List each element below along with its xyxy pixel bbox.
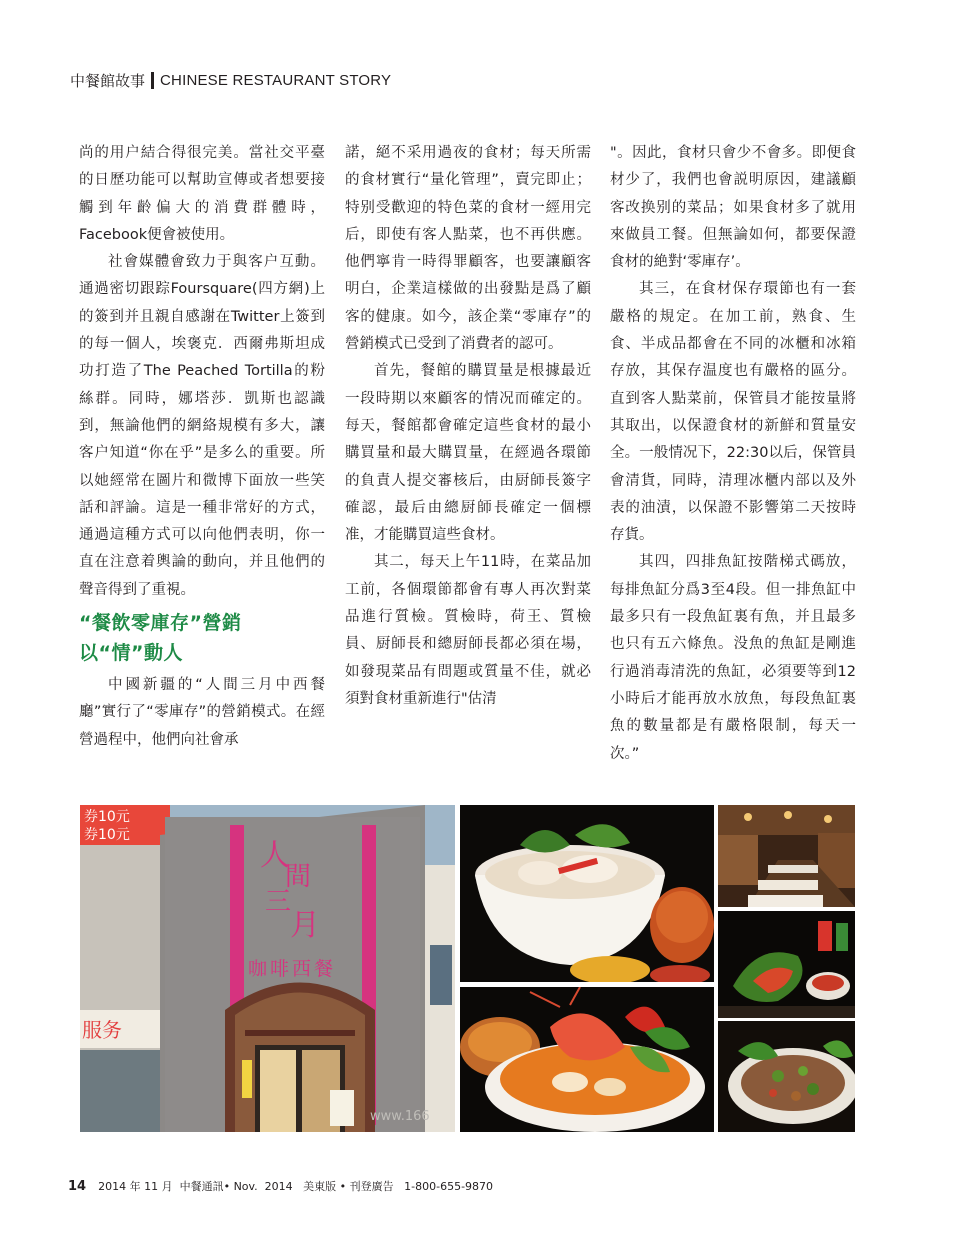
paragraph: 諾，絕不采用過夜的食材；每天所需的食材實行“量化管理”，賣完即止；特别受歡迎的特色菜的食材一經用完后，即使有客人點菜，也不再供應。他們寧肯一時得罪顧客，也要讓顧客明白，企業這樣做的出發點是爲了顧客的健康。如今，該企業“零庫存”的營銷模式已受到了消費者的認可。 — [345, 145, 591, 353]
edition-label: 美東版 • 刊登廣告 — [303, 1180, 394, 1193]
paragraph: 中國新疆的“人間三月中西餐廳”實行了“零庫存”的營銷模式。在經營過程中，他們向社會承 — [79, 677, 325, 748]
section-title-cn: 中餐館故事 — [70, 72, 146, 90]
leaf-wrap-photo — [718, 911, 855, 1018]
page-footer — [68, 1178, 493, 1194]
paragraph: 社會媒體會致力于與客户互動。通過密切跟踪Foursquare(四方網)上的簽到并且親自感謝在Twitter上簽到的每一個人，埃褒克．西爾弗斯坦成功打造了The Peached Tortilla的粉絲群。同時，娜塔莎．凱斯也認識到，無論他們的網絡規模有多大，讓客户知道“你在乎”是多么的重要。所以她經常在圖片和微博下面放一些笑話和評論。這是一種非常好的方式，通過這種方式可以向他們表明，你一直在注意着輿論的動向，并且他們的聲音得到了重視。 — [79, 254, 325, 598]
paragraph: 其二，每天上午11時，在菜品加工前，各個環節都會有專人再次對菜品進行質檢。質檢時，荷王、質檢員、厨師長和總厨師長都必須在場，如發現菜品有問題或質量不佳，就必須對食材重新進行"估清 — [345, 554, 591, 707]
dining-room-photo — [718, 805, 855, 907]
issue-date: 2014 年 11 月 — [98, 1180, 173, 1193]
sign-char: 人 — [260, 838, 290, 873]
page-number: 14 — [68, 1179, 87, 1194]
sign-char: 間 — [285, 862, 312, 892]
section-title-en: CHINESE RESTAURANT STORY — [160, 72, 392, 89]
sign-char: 月 — [290, 908, 320, 943]
shrimp-soup-photo — [460, 987, 714, 1132]
promo-text: 券10元 — [84, 827, 130, 843]
paragraph: "。因此，食材只會少不會多。即便食材少了，我們也會説明原因，建議顧客改换别的菜品；如果食材多了就用來做員工餐。但無論如何，都要保證食材的絶對‘零庫存’。 — [610, 145, 856, 271]
paragraph: 其三，在食材保存環節也有一套嚴格的規定。在加工前，熟食、生食、半成品都會在不同的冰櫃和冰箱存放，其保存温度也有嚴格的區分。直到客人點菜前，保管員才能按量將其取出，以保證食材的新鮮和質量安全。一般情况下，22:30以后，保管員會清貨，同時，清理冰櫃内部以及外表的油漬，以保證不影響第二天按時存貨。 — [610, 281, 856, 544]
paragraph: 其四，四排魚缸按階梯式碼放，每排魚缸分爲3至4段。但一排魚缸中最多只有一段魚缸裏有魚，并且最多也只有五六條魚。没魚的魚缸是剛進行過消毒清洗的魚缸，必須要等到12小時后才能再放水放魚，每段魚缸裏魚的數量都是有嚴格限制，每天一次。” — [610, 554, 856, 762]
storefront-photo — [80, 805, 455, 1132]
article-column-2 — [345, 140, 591, 800]
advertising-phone: 1-800-655-9870 — [404, 1180, 494, 1193]
header-divider — [151, 72, 154, 89]
magazine-name: 中餐通訊• Nov. 2014 — [179, 1180, 293, 1193]
article-column-3 — [610, 140, 856, 800]
sign-subtitle: 咖啡西餐 — [248, 958, 337, 980]
article-column-1 — [79, 140, 325, 800]
page-header — [70, 70, 391, 91]
section-heading: “餐飲零庫存”營銷以“情”動人 — [79, 612, 242, 665]
soup-bowl-photo — [460, 805, 714, 982]
watermark: www.166 — [370, 1109, 430, 1124]
minced-salad-photo — [718, 1021, 855, 1132]
service-sign-text: 服务 — [82, 1018, 122, 1042]
sign-char: 三 — [265, 887, 292, 917]
paragraph: 首先，餐館的購買量是根據最近一段時期以來顧客的情况而確定的。每天，餐館都會確定這些食材的最小購買量和最大購買量，在經過各環節的負責人提交審核后，由厨師長簽字確認，最后由總厨師長確定一個標准，才能購買這些食材。 — [345, 363, 591, 544]
paragraph: 尚的用户結合得很完美。當社交平臺的日歷功能可以幫助宣傳或者想要接觸到年齡偏大的消費群體時，Facebook便會被使用。 — [79, 145, 325, 243]
promo-text: 券10元 — [84, 809, 130, 825]
